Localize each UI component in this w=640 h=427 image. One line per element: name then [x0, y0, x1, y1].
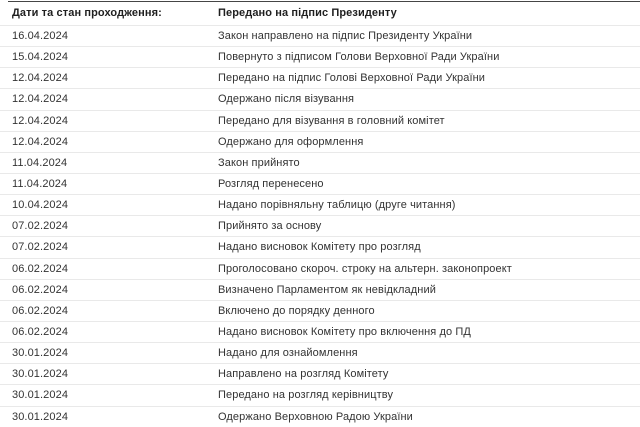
row-status: Передано на розгляд керівництву: [218, 389, 394, 402]
table-row: [0, 194, 640, 215]
row-date: 06.02.2024: [12, 262, 69, 275]
row-date: 12.04.2024: [12, 135, 69, 148]
row-date: 06.02.2024: [12, 304, 69, 317]
row-status: Одержано Верховною Радою України: [218, 410, 413, 423]
row-date: 30.01.2024: [12, 389, 69, 402]
row-date: 15.04.2024: [12, 51, 69, 64]
table-row: [0, 384, 640, 405]
row-status: Надано для ознайомлення: [218, 347, 358, 360]
row-date: 12.04.2024: [12, 72, 69, 85]
row-date: 11.04.2024: [12, 178, 68, 191]
row-status: Надано порівняльну таблицю (друге читання): [218, 199, 456, 212]
table-row: [0, 173, 640, 194]
row-date: 30.01.2024: [12, 368, 69, 381]
table-row: [0, 363, 640, 384]
table-row: [0, 131, 640, 152]
table-row: [0, 236, 640, 257]
table-row: [0, 152, 640, 173]
row-date: 12.04.2024: [12, 114, 69, 127]
row-status: Закон направлено на підпис Президенту України: [218, 30, 473, 43]
table-row: [0, 25, 640, 46]
table-row: [0, 279, 640, 300]
row-status: Проголосовано скороч. строку на альтерн. законопроект: [218, 262, 512, 275]
table-row: [0, 321, 640, 342]
row-date: 06.02.2024: [12, 283, 69, 296]
row-status: Надано висновок Комітету про розгляд: [218, 241, 421, 254]
row-status: Передано для візування в головний комітет: [218, 114, 445, 127]
row-status: Включено до порядку денного: [218, 304, 375, 317]
table-header-row: [0, 0, 640, 25]
table-body: [0, 25, 640, 427]
table-row: [0, 46, 640, 67]
row-status: Визначено Парламентом як невідкладний: [218, 283, 436, 296]
row-status: Прийнято за основу: [218, 220, 322, 233]
table-row: [0, 88, 640, 109]
row-date: 07.02.2024: [12, 220, 69, 233]
row-status: Закон прийнято: [218, 156, 300, 169]
row-status: Розгляд перенесено: [218, 178, 324, 191]
table-row: [0, 258, 640, 279]
row-date: 16.04.2024: [12, 30, 69, 43]
row-status: Одержано після візування: [218, 93, 355, 106]
row-date: 12.04.2024: [12, 93, 69, 106]
table-row: [0, 67, 640, 88]
row-status: Надано висновок Комітету про включення до ПД: [218, 326, 471, 339]
table-row: [0, 110, 640, 131]
table-row: [0, 215, 640, 236]
header-date-column: Дати та стан проходження:: [12, 6, 162, 19]
row-status: Направлено на розгляд Комітету: [218, 368, 389, 381]
table-row: [0, 300, 640, 321]
row-date: 06.02.2024: [12, 326, 69, 339]
row-date: 30.01.2024: [12, 410, 69, 423]
table-row: [0, 342, 640, 363]
row-status: Одержано для оформлення: [218, 135, 364, 148]
table-top-border: [8, 1, 640, 2]
row-status: Передано на підпис Голові Верховної Ради України: [218, 72, 486, 85]
row-date: 07.02.2024: [12, 241, 69, 254]
row-date: 10.04.2024: [12, 199, 69, 212]
header-status-column: Передано на підпис Президенту: [218, 6, 397, 19]
row-status: Повернуто з підписом Голови Верховної Ради України: [218, 51, 500, 64]
table-row: [0, 406, 640, 427]
row-date: 30.01.2024: [12, 347, 69, 360]
row-date: 11.04.2024: [12, 156, 68, 169]
